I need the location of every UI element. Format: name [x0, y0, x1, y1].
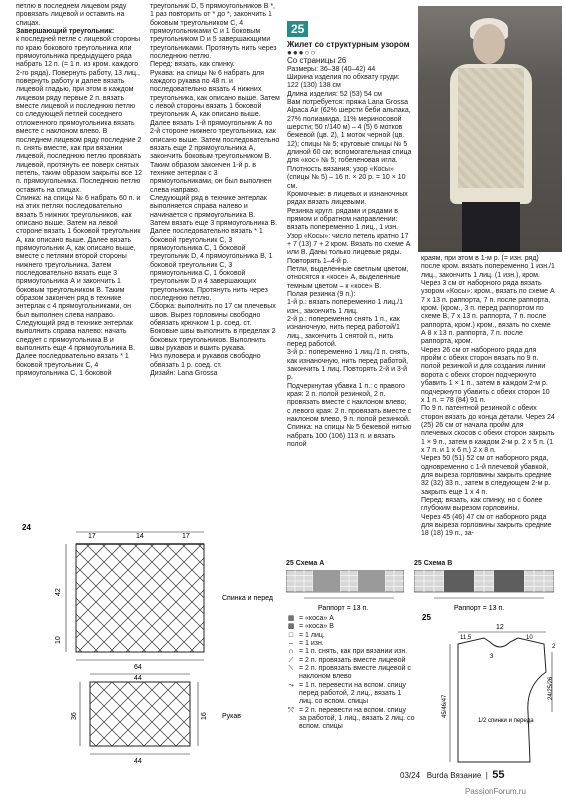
- dim-side-10: 10: [55, 636, 62, 644]
- dim-top-17a: 17: [88, 533, 96, 540]
- scheme-b-title: 25 Схема В: [414, 560, 453, 567]
- footer: 03/24 Burda Вязание | 55: [400, 769, 505, 781]
- paragraph: Петли, выделенные светлым цветом, относятся к «косе» А, выделенные темным цветом – к «косе» В.: [287, 265, 409, 290]
- paragraph: Сборка: выполнить по 17 см плечевых швов. Вырез горловины свободно обвязать крючком 1 р. соед. ст.: [150, 303, 276, 328]
- pattern-title: Жилет со структурным узором: [287, 40, 410, 49]
- paragraph: Размеры: 36–38 (40–42) 44: [287, 65, 376, 73]
- paragraph: Вам потребуется: пряжа Lana Grossa Alpaca Air (62% шерсти беби альпака, 27% полиамида, 11% мериносовой шерсти; 50 г/140 м) – 4 (5) 6 мотков бежевой (цв. 2), 1 моток черной (цв. 12); спицы № 5; круговые спицы № 5 длиной 60 см; вспомогательная спица для «кос» № 5; гобеленовая игла.: [287, 99, 412, 165]
- text-column-1: [16, 3, 144, 378]
- paragraph: Кромочные: в лицевых и изнаночных рядах вязать лицевыми.: [287, 190, 408, 207]
- vest-shape: [458, 68, 524, 188]
- paragraph: Перед: вязать, как спинку.: [150, 61, 235, 69]
- dim-sl-side-36: 36: [71, 712, 78, 720]
- paragraph: 2-й р.: попеременно снять 1 п., как изнаночную, нить перед работой/1 лиц., закончить 1 снятой п., нить перед работой.: [287, 316, 400, 349]
- dim-top-12: 12: [496, 624, 504, 631]
- legend-item: ⤳ = 1 п. перевести на вспом. спицу перед работой, 2 лиц., вязать 1 лиц. со вспом. спицы: [283, 682, 415, 707]
- legend-item: ⟍ = 2 п. провязать вместе лицевой с наклоном влево: [283, 665, 415, 682]
- legend-symbol: ▩: [287, 623, 295, 631]
- dim-neck-3: 3: [490, 654, 494, 660]
- dim-shoulder-2: 2: [552, 644, 556, 650]
- paragraph: Перед: вязать, как спинку, но с более глубоким вырезом горловины.: [421, 496, 543, 513]
- paragraph: Через 45 (46) 47 см от наборного ряда для выреза горловины закрыть средние 18 (18) 19 п., за-: [421, 513, 552, 538]
- legend-symbol: ⤲: [288, 706, 294, 714]
- scheme-a-rapport: Раппорт = 13 п.: [318, 605, 369, 612]
- paragraph: Дизайн: Lana Grossa: [150, 370, 218, 378]
- paragraph: Подчеркнутая убавка 1 п.: с правого края: 2 п. полой резинкой, 2 п. провязать вместе с наклоном влево;: [287, 382, 407, 407]
- paragraph: Через 3 см от наборного ряда вязать узором «Косы»: кром., вязать по схеме А 7 х 13 п. раппорта, 7 п. после раппорта, кром. (кром., 3 п. перед раппортом по схеме В, 7 х 13 п. раппорта, 7 п. после раппорта, кром.) кром., вязать по схеме А 8 х 13 п. раппорта, 7 п. после раппорта, кром.: [421, 280, 555, 346]
- paragraph: Резинка кругл. рядами и рядами в прямом и обратном направлении: вязать попеременно 1 лиц., 1 изн.: [287, 207, 399, 232]
- pattern-number: 25: [287, 20, 413, 37]
- paragraph: Далее последовательно вязать * 1 боковой треугольник С, 3 прямоугольника С, 1 боковой треугольник D, 4 прямоугольника В, 1 боковой треугольник С, 3 прямоугольника С, 1 боковой треугольник D и 4 завершающих треугольника. Протянуть нить через последнюю петлю.: [150, 228, 273, 303]
- paragraph: петлю в последнем лицевом ряду провязать лицевой и оставить на спицах.: [16, 3, 127, 27]
- diagram-25: [418, 612, 558, 764]
- paragraph: Рукава: на спицы № 6 набрать для каждого рукава по 48 п. и последовательно вязать 4 нижних треугольника, как описано выше. Затем с левой стороны вязать 1 боковой треугольник А, как описано выше.: [150, 69, 280, 119]
- from-page: Со страницы 26: [287, 56, 347, 66]
- paragraph: Спинка: на спицы № 6 набрать 60 п. и на этих петлях последовательно вязать 5 нижних треугольников, как описано выше. Затем на левой стороне вязать 1 боковой треугольник А, как описано выше. Далее вязать прямоугольник А, как описано выше, вместе с петлями второй стороны нижнего треугольника. Затем последовательно вязать еще 3 прямоугольника А и закончить 1 боковым треугольником В. Таким образом закончен ряд в технике энтерлак с 4 прямоугольниками, он был выполнен слева направо.: [16, 194, 141, 319]
- sleeve-label: Рукав: [222, 713, 241, 720]
- dim-top-17b: 17: [182, 533, 190, 540]
- difficulty-dots: ●●●○○: [287, 48, 317, 57]
- legend-item: ▩ = «коса» В: [283, 623, 415, 631]
- trousers-shape: [462, 202, 520, 252]
- model-photo: [418, 6, 562, 252]
- legend-item: □ = 1 лиц.: [283, 632, 415, 640]
- paragraph: треугольник D, 5 прямоугольников В *, 1 раз повторить от * до *, закончить 1 боковым треугольником С, 4 прямоугольниками С и 1 боковым треугольником D и 5 завершающими треугольниками. Протянуть нить через последнюю петлю.: [150, 3, 277, 61]
- paragraph: Через 26 см от наборного ряда для пройм с обеих сторон вязать по 9 п. полой резинкой и для создания линии ворота с обеих сторон подчеркнуто убавить 1 × 1 п., затем в каждом 2-м р. подчеркнуто убавить с обеих сторон 10 х 1 п. = 78 (84) 91 п.: [421, 346, 550, 404]
- legend-symbol: ⟋: [288, 656, 294, 664]
- text-column-4: [421, 255, 555, 539]
- page-number: 55: [492, 769, 505, 781]
- legend-item: ⟋ = 2 п. провязать вместе лицевой: [283, 657, 415, 665]
- paragraph: Следующий ряд в технике энтерлак выполнить справа налево: начать следует с прямоугольника В и выполнить еще 4 прямоугольника В.: [16, 320, 136, 353]
- paragraph: Низ пуловера и рукавов свободно обвязать 1 р. соед. ст.: [150, 353, 261, 369]
- legend-item: – = 1 изн.: [283, 640, 415, 648]
- dim-top-10: 10: [526, 635, 533, 641]
- paragraph: Далее вязать 1-й прямоугольник А по 2-й стороне нижнего треугольника, как описано выше. Затем последовательно вязать еще 2 прямоугольника А, закончить боковым треугольником В. Таким образом закончен 1-й р. в технике энтерлак с 3 прямоугольниками, он был выполнен слева направо.: [150, 119, 280, 194]
- paragraph: Полая резинка (9 п.):: [287, 290, 356, 298]
- dim-sl-side-16: 16: [201, 712, 208, 720]
- dim-width-64: 64: [134, 664, 142, 671]
- issue-number: 03/24: [400, 771, 421, 780]
- scheme-a-chart: [286, 570, 404, 614]
- paragraph: Ширина изделия по обхвату груди: 122 (130) 138 см: [287, 74, 400, 90]
- legend-item: ▦ = «коса» А: [283, 615, 415, 623]
- paragraph: краям, при этом в 1-м р. (= изн. ряд) после кром. вязать попеременно 1 изн./1 лиц., закончить 1 лиц. (1 изн.), кром.: [421, 255, 555, 279]
- back-front-label: Спинка и перед: [222, 595, 273, 602]
- legend-symbol: –: [289, 640, 293, 648]
- paragraph: с левого края: 2 п. провязать вместе с наклоном влево, 9 п. полой резинкой.: [287, 407, 412, 424]
- legend-item: ⤲ = 2 п. перевести на вспом. спицу за работой, 1 лиц., вязать 2 лиц. со вспом. спицы: [283, 707, 415, 732]
- dim-sl-width-44: 44: [134, 675, 142, 682]
- paragraph: Спинка: на спицы № 5 бежевой нитью набрать 100 (106) 113 п. и вязать полой: [287, 424, 412, 449]
- legend-item: ∩ = 1 п. снять, как при вязании изн.: [283, 648, 415, 656]
- piece-label: 1/2 спинки и переда: [478, 718, 534, 724]
- text-column-2: [150, 3, 280, 378]
- legend-symbol: ⟍: [288, 665, 294, 673]
- dim-sl-bottom-44: 44: [134, 758, 142, 765]
- paragraph: Затем вязать еще 3 прямоугольника В.: [150, 219, 278, 227]
- text-column-3: [287, 40, 413, 450]
- legend-symbol: ∩: [288, 648, 294, 656]
- paragraph: 1-й р.: вязать попеременно 1 лиц./1 изн., закончить 1 лиц.: [287, 299, 404, 315]
- paragraph: Далее последовательно вязать * 1 боковой треугольник С, 4 прямоугольника С, 1 боковой: [16, 353, 129, 378]
- scheme-b-chart: [414, 570, 554, 614]
- diagram-label: 24: [22, 523, 31, 532]
- paragraph: Узор «Косы»: число петель кратно 17 + 7 (13) 7 + 2 кром. Вязать по схеме А или В. Даны только лицевые ряды. Повторять 1–4-й р.: [287, 232, 411, 265]
- paragraph: Через 50 (51) 52 см от наборного ряда, одновременно с 1-й плечевой убавкой, для выреза горловины закрыть средние 32 (32) 33 п., затем в следующем 2-м р. закрыть еще 1 х 4 п.: [421, 455, 552, 496]
- legend-symbol: ▦: [287, 615, 295, 622]
- paragraph: 3-й р.: попеременно 1 лиц./1 п. снять, как изнаночную, нить перед работой, закончить 1 лиц. Повторять 2-й и 3-й р.: [287, 349, 410, 382]
- scheme-b-rapport: Раппорт = 13 п.: [454, 605, 505, 612]
- symbol-legend: [283, 615, 415, 732]
- section-heading: Завершающий треугольник:: [16, 28, 115, 36]
- scheme-a-title: 25 Схема А: [286, 560, 325, 567]
- paragraph: Боковые швы выполнить в пределах 2 боковых треугольников. Выполнить швы рукавов и вшить рукава.: [150, 328, 276, 353]
- paragraph: Следующий ряд в технике энтерлак выполняется справа налево и начинается с прямоугольника В.: [150, 194, 267, 219]
- paragraph: По 9 п. патентной резинкой с обеих сторон вязать до конца детали. Через 24 (25) 26 см от начала пройм для плечевых скосов с обеих сторон закрыть 1 × 9 п., затем в каждом 2-м р. 2 х 5 п. (1 х 7 п. и 1 х 6 п.) 2 х 8 п.: [421, 405, 555, 454]
- dim-side-42: 42: [55, 588, 62, 596]
- paragraph: Длина изделия: 52 (53) 54 см: [287, 90, 382, 98]
- diagram-label: 25: [422, 613, 431, 622]
- dim-top-11-5: 11,5: [460, 635, 472, 641]
- paragraph: к последней петле с лицевой стороны по краю бокового треугольника или прямоугольника предыдущего ряда набрать 12 п. (= 1 п. из кром. каждого 2-го ряда). Повернуть работу, 13 лиц., повернуть работу и далее вязать лицевой гладью, при этом в каждом лицевом ряду первые 2 п. вязать вместе лицевой и последнюю петлю со следующей петлей соседнего отложенного прямоугольника вязать вместе с наклоном влево. В последнем лицевом ряду последние 2 п. снять вместе, как при вязании лицевой, последнюю петлю провязать лицевой, протянуть ее поверх снятых петель, таким образом закрыты все 12 п. прямоугольника. Последнюю петлю оставить на спицах.: [16, 36, 143, 194]
- legend-symbol: □: [288, 631, 294, 639]
- diagram-24: [16, 522, 282, 768]
- legend-symbol: ⤳: [288, 681, 294, 689]
- face-shape: [473, 24, 505, 64]
- dim-left-length: 45/46/47: [442, 694, 448, 718]
- magazine-name: Burda Вязание: [426, 771, 482, 780]
- dim-top-14: 14: [136, 533, 144, 540]
- dim-armhole: 24/25/26: [548, 676, 554, 700]
- paragraph: Плотность вязания: узор «Косы» (спицы № 5) – 16 п. × 20 р. = 10 × 10 см.: [287, 165, 406, 190]
- watermark: PassionForum.ru: [465, 787, 526, 796]
